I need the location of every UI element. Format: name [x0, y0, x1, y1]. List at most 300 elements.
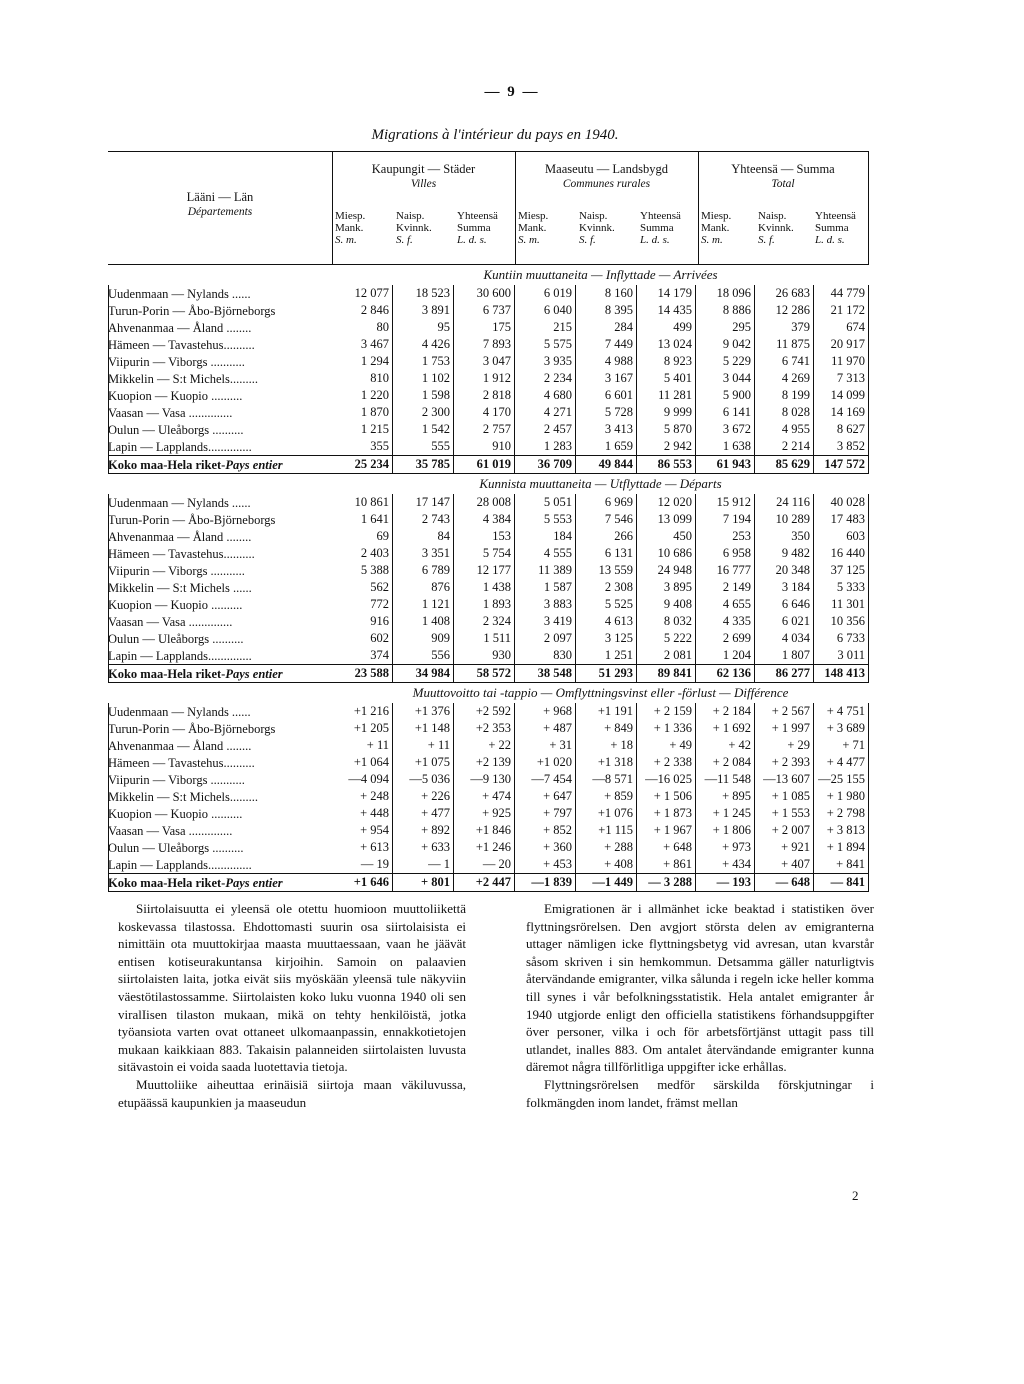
table-cell: + 248	[332, 788, 393, 805]
table-cell: 8 160	[576, 285, 637, 302]
row-label: Kuopion — Kuopio ..........	[108, 597, 243, 612]
sub-column-header: Naisp. Kvinnk. S. f.	[396, 210, 432, 246]
table-cell: + 1 806	[696, 822, 755, 839]
table-cell: + 1 245	[696, 805, 755, 822]
table-cell: 80	[332, 319, 393, 336]
table-cell: 8 032	[637, 613, 696, 630]
table-cell: 450	[637, 528, 696, 545]
table-row	[108, 720, 869, 737]
table-cell: 4 034	[755, 630, 814, 647]
text-column-swedish	[526, 900, 874, 1111]
row-label: Hämeen — Tavastehus..........	[108, 337, 255, 352]
table-cell: 23 588	[332, 665, 393, 682]
table-cell: 4 613	[576, 613, 637, 630]
table-cell: 11 970	[814, 353, 869, 370]
table-cell: 1 102	[393, 370, 454, 387]
table-cell: 2 403	[332, 545, 393, 562]
row-label: Vaasan — Vasa ..............	[108, 823, 233, 838]
table-cell: 9 999	[637, 404, 696, 421]
table-cell: + 921	[755, 839, 814, 856]
table-cell: 25 234	[332, 456, 393, 473]
table-cell: 1 220	[332, 387, 393, 404]
table-cell: + 613	[332, 839, 393, 856]
table-cell: +1 376	[393, 703, 454, 720]
table-cell: + 31	[515, 737, 576, 754]
table-cell: 184	[515, 528, 576, 545]
table-cell: 8 395	[576, 302, 637, 319]
table-cell: + 1 997	[755, 720, 814, 737]
table-cell: 3 167	[576, 370, 637, 387]
table-cell: —13 607	[755, 771, 814, 788]
table-cell: 7 194	[696, 511, 755, 528]
table-cell: —8 571	[576, 771, 637, 788]
table-row	[108, 703, 869, 720]
table-row	[108, 579, 869, 596]
table-row	[108, 494, 869, 511]
table-cell: + 895	[696, 788, 755, 805]
table-cell: + 434	[696, 856, 755, 873]
table-cell: — 841	[814, 874, 869, 891]
table-cell: 5 222	[637, 630, 696, 647]
table-cell: 18 523	[393, 285, 454, 302]
table-cell: 35 785	[393, 456, 454, 473]
table-cell: 3 883	[515, 596, 576, 613]
table-cell: 253	[696, 528, 755, 545]
table-row	[108, 438, 869, 455]
table-cell: 6 040	[515, 302, 576, 319]
sub-column-header: Miesp. Mank. S. m.	[518, 210, 549, 246]
table-cell: 1 542	[393, 421, 454, 438]
table-cell: 295	[696, 319, 755, 336]
table-cell: + 973	[696, 839, 755, 856]
table-cell: 5 229	[696, 353, 755, 370]
row-label: Oulun — Uleåborgs ..........	[108, 631, 244, 646]
table-cell: + 2 338	[637, 754, 696, 771]
table-cell: 18 096	[696, 285, 755, 302]
table-cell: 810	[332, 370, 393, 387]
table-cell: 6 969	[576, 494, 637, 511]
row-label: Uudenmaan — Nylands ......	[108, 495, 251, 510]
table-cell: 1 251	[576, 647, 637, 664]
table-row	[108, 771, 869, 788]
table-cell: 12 077	[332, 285, 393, 302]
table-cell: 6 019	[515, 285, 576, 302]
table-cell: 10 686	[637, 545, 696, 562]
group-header-total: Yhteensä — Summa Total	[731, 162, 835, 190]
table-cell: + 2 007	[755, 822, 814, 839]
table-cell: + 1 692	[696, 720, 755, 737]
table-row	[108, 285, 869, 302]
table-cell: 6 646	[755, 596, 814, 613]
table-row	[108, 856, 869, 873]
table-cell: 11 389	[515, 562, 576, 579]
table-cell: 20 917	[814, 336, 869, 353]
table-cell: + 852	[515, 822, 576, 839]
table-cell: +1 191	[576, 703, 637, 720]
table-cell: + 1 967	[637, 822, 696, 839]
table-cell: 30 600	[454, 285, 515, 302]
table-cell: 3 413	[576, 421, 637, 438]
table-cell: 1 587	[515, 579, 576, 596]
table-cell: —16 025	[637, 771, 696, 788]
table-cell: 37 125	[814, 562, 869, 579]
table-cell: — 193	[696, 874, 755, 891]
table-cell: + 1 085	[755, 788, 814, 805]
table-cell: 89 841	[637, 665, 696, 682]
table-cell: 2 743	[393, 511, 454, 528]
table-cell: 5 525	[576, 596, 637, 613]
table-cell: + 11	[393, 737, 454, 754]
table-row	[108, 613, 869, 630]
table-cell: — 1	[393, 856, 454, 873]
table-cell: — 20	[454, 856, 515, 873]
table-cell: 1 438	[454, 579, 515, 596]
table-cell: —4 094	[332, 771, 393, 788]
table-cell: 4 426	[393, 336, 454, 353]
sub-column-header: Yhteensä Summa L. d. s.	[457, 210, 498, 246]
table-row	[108, 545, 869, 562]
table-cell: —1 839	[515, 874, 576, 891]
table-cell: + 2 567	[755, 703, 814, 720]
table-cell: + 801	[393, 874, 454, 891]
table-cell: 40 028	[814, 494, 869, 511]
total-row	[108, 664, 869, 682]
table-row	[108, 353, 869, 370]
table-cell: + 3 689	[814, 720, 869, 737]
row-label: Lapin — Lapplands..............	[108, 439, 252, 454]
total-row	[108, 455, 869, 473]
table-cell: 15 912	[696, 494, 755, 511]
sub-column-header: Miesp. Mank. S. m.	[335, 210, 366, 246]
table-row	[108, 630, 869, 647]
table-row	[108, 596, 869, 613]
table-cell: + 3 813	[814, 822, 869, 839]
table-cell: — 648	[755, 874, 814, 891]
table-cell: 6 021	[755, 613, 814, 630]
table-cell: —5 036	[393, 771, 454, 788]
table-cell: 8 199	[755, 387, 814, 404]
row-label: Ahvenanmaa — Åland ........	[108, 320, 252, 335]
paragraph: Siirtolaisuutta ei yleensä ole otettu huomioon muuttoliikettä koskevassa tilastossa. Ehdottomasti suurin osa siirtolaisista ei nimittäin ota muuttokirjaa maasta muuttaessaan, vaan he jäävät entisen kotiseurakuntansa kirjoihin. Samoin on palaavien siirtolaisten laita, jotka eivät siis myöskään yleensä tule näkyviin väestötilastossamme. Siirtolaisten koko luku vuonna 1940 oli sen viralIisen tilaston mukaan, mikä on tehty henkilöistä, jotka työansiota varten ovat ottaneet ulkomaanpassin, ennakkotietojen mukaan kaikkiaan 883. Takaisin palanneiden siirtolaisten luvusta sitävastoin ei voida saada luotettavia tietoja.	[118, 901, 466, 1075]
row-label: Koko maa-Hela riket-Pays entier	[108, 457, 283, 472]
table-cell: + 1 506	[637, 788, 696, 805]
sub-column-header: Naisp. Kvinnk. S. f.	[579, 210, 615, 246]
table-cell: 49 844	[576, 456, 637, 473]
table-cell: 4 335	[696, 613, 755, 630]
table-cell: 1 893	[454, 596, 515, 613]
table-cell: 5 401	[637, 370, 696, 387]
table-cell: 2 757	[454, 421, 515, 438]
table-cell: 14 099	[814, 387, 869, 404]
table-cell: + 22	[454, 737, 515, 754]
group-header-rural: Maaseutu — Landsbygd Communes rurales	[545, 162, 668, 190]
section-heading: Kuntiin muuttaneita — Inflyttade — Arrivées	[483, 267, 718, 282]
table-cell: + 859	[576, 788, 637, 805]
table-cell: 2 300	[393, 404, 454, 421]
table-cell: 86 277	[755, 665, 814, 682]
table-cell: 556	[393, 647, 454, 664]
table-cell: 69	[332, 528, 393, 545]
table-cell: + 1 553	[755, 805, 814, 822]
departments-label: Lääni — Län	[186, 190, 254, 204]
table-cell: 916	[332, 613, 393, 630]
table-cell: 284	[576, 319, 637, 336]
page-number: — 9 —	[484, 84, 540, 100]
table-cell: 9 042	[696, 336, 755, 353]
table-cell: 7 449	[576, 336, 637, 353]
table-cell: +1 205	[332, 720, 393, 737]
table-cell: 85 629	[755, 456, 814, 473]
table-cell: 3 467	[332, 336, 393, 353]
row-label: Vaasan — Vasa ..............	[108, 405, 233, 420]
table-cell: 2 942	[637, 438, 696, 455]
table-cell: + 841	[814, 856, 869, 873]
table-cell: 86 553	[637, 456, 696, 473]
table-cell: 266	[576, 528, 637, 545]
table-cell: 9 482	[755, 545, 814, 562]
table-row	[108, 822, 869, 839]
table-cell: 12 020	[637, 494, 696, 511]
table-cell: 1 638	[696, 438, 755, 455]
table-cell: 24 948	[637, 562, 696, 579]
table-cell: 1 641	[332, 511, 393, 528]
table-cell: +1 846	[454, 822, 515, 839]
row-label: Mikkelin — S:t Michels.........	[108, 789, 258, 804]
table-cell: 674	[814, 319, 869, 336]
table-cell: 62 136	[696, 665, 755, 682]
table-cell: — 19	[332, 856, 393, 873]
table-cell: 3 184	[755, 579, 814, 596]
table-cell: 6 733	[814, 630, 869, 647]
table-cell: + 797	[515, 805, 576, 822]
table-cell: +1 216	[332, 703, 393, 720]
table-cell: + 407	[755, 856, 814, 873]
table-cell: 4 269	[755, 370, 814, 387]
sub-column-header: Yhteensä Summa L. d. s.	[815, 210, 856, 246]
table-cell: —11 548	[696, 771, 755, 788]
table-cell: + 448	[332, 805, 393, 822]
table-cell: 930	[454, 647, 515, 664]
table-cell: 2 214	[755, 438, 814, 455]
table-cell: 10 289	[755, 511, 814, 528]
table-cell: 1 598	[393, 387, 454, 404]
table-cell: 17 483	[814, 511, 869, 528]
table-cell: +1 646	[332, 874, 393, 891]
table-cell: 10 861	[332, 494, 393, 511]
table-cell: + 49	[637, 737, 696, 754]
table-cell: 8 627	[814, 421, 869, 438]
table-cell: + 1 873	[637, 805, 696, 822]
table-cell: 1 204	[696, 647, 755, 664]
table-cell: 61 019	[454, 456, 515, 473]
table-cell: + 647	[515, 788, 576, 805]
table-cell: 7 313	[814, 370, 869, 387]
table-cell: 8 923	[637, 353, 696, 370]
table-cell: +2 447	[454, 874, 515, 891]
table-title: Migrations à l'intérieur du pays en 1940.	[371, 127, 619, 143]
table-cell: 153	[454, 528, 515, 545]
table-row	[108, 805, 869, 822]
table-row	[108, 562, 869, 579]
table-cell: 21 172	[814, 302, 869, 319]
table-row	[108, 737, 869, 754]
row-label: Koko maa-Hela riket-Pays entier	[108, 875, 283, 890]
table-cell: + 2 184	[696, 703, 755, 720]
table-section	[108, 265, 869, 474]
table-cell: 38 548	[515, 665, 576, 682]
table-cell: 3 895	[637, 579, 696, 596]
table-cell: + 408	[576, 856, 637, 873]
table-cell: —9 130	[454, 771, 515, 788]
table-cell: + 892	[393, 822, 454, 839]
table-cell: 3 891	[393, 302, 454, 319]
table-cell: — 3 288	[637, 874, 696, 891]
table-cell: 14 169	[814, 404, 869, 421]
table-cell: 16 777	[696, 562, 755, 579]
table-cell: 555	[393, 438, 454, 455]
table-cell: 9 408	[637, 596, 696, 613]
row-label: Lapin — Lapplands..............	[108, 648, 252, 663]
row-label: Vaasan — Vasa ..............	[108, 614, 233, 629]
table-cell: + 861	[637, 856, 696, 873]
table-cell: 3 044	[696, 370, 755, 387]
table-cell: 1 511	[454, 630, 515, 647]
table-cell: 4 271	[515, 404, 576, 421]
table-cell: —25 155	[814, 771, 869, 788]
table-cell: —1 449	[576, 874, 637, 891]
table-cell: 6 141	[696, 404, 755, 421]
table-cell: 11 301	[814, 596, 869, 613]
table-cell: 3 047	[454, 353, 515, 370]
text-column-finnish	[118, 900, 466, 1111]
row-label: Viipurin — Viborgs ...........	[108, 772, 245, 787]
table-cell: 876	[393, 579, 454, 596]
table-cell: 17 147	[393, 494, 454, 511]
table-cell: +1 115	[576, 822, 637, 839]
table-row	[108, 788, 869, 805]
table-cell: + 4 751	[814, 703, 869, 720]
table-cell: 2 081	[637, 647, 696, 664]
table-cell: 12 177	[454, 562, 515, 579]
table-row	[108, 370, 869, 387]
table-cell: 11 281	[637, 387, 696, 404]
table-cell: 772	[332, 596, 393, 613]
row-label: Ahvenanmaa — Åland ........	[108, 529, 252, 544]
table-cell: 3 011	[814, 647, 869, 664]
table-row	[108, 754, 869, 771]
section-heading: Kunnista muuttaneita — Utflyttade — Départs	[479, 476, 722, 491]
table-cell: 910	[454, 438, 515, 455]
table-cell: 2 234	[515, 370, 576, 387]
row-label: Lapin — Lapplands..............	[108, 857, 252, 872]
table-cell: + 42	[696, 737, 755, 754]
table-header	[108, 151, 869, 265]
table-cell: 8 886	[696, 302, 755, 319]
table-cell: 14 179	[637, 285, 696, 302]
table-cell: 379	[755, 319, 814, 336]
table-row	[108, 839, 869, 856]
row-label: Kuopion — Kuopio ..........	[108, 388, 243, 403]
table-cell: + 71	[814, 737, 869, 754]
paragraph: Emigrationen är i allmänhet icke beaktad i statistiken över flyttningsrörelsen. Den avgjort största delen av emigranterna uttager nämligen icke flyttningsbetyg vid avresan, utan kvarstår såsom skriven i sin hemkommun. Detsamma gäller naturligtvis återvändande emigranter, vilka sålunda i regeln icke heller komma till synes i vår befolkningsstatistik. Hela antalet emigranter år 1940 utgjorde enligt den officiella statistikens förhandsuppgifter över personer, vilka i och för arbetsförtjänst uttagit pass till utlandet, inalles 883. Om antalet återvändande emigranter kunna däremot några tillförlitliga uppgifter icke erhållas.	[526, 901, 874, 1075]
table-cell: 13 099	[637, 511, 696, 528]
migration-table	[108, 151, 869, 892]
table-cell: 1 215	[332, 421, 393, 438]
footer-page-number: 2	[852, 1188, 859, 1203]
table-cell: 830	[515, 647, 576, 664]
row-label: Hämeen — Tavastehus..........	[108, 546, 255, 561]
table-cell: 2 324	[454, 613, 515, 630]
table-cell: 20 348	[755, 562, 814, 579]
table-cell: 1 294	[332, 353, 393, 370]
table-cell: 4 170	[454, 404, 515, 421]
table-cell: 16 440	[814, 545, 869, 562]
table-cell: 8 028	[755, 404, 814, 421]
table-cell: + 1 980	[814, 788, 869, 805]
table-cell: 5 051	[515, 494, 576, 511]
row-label: Hämeen — Tavastehus..........	[108, 755, 255, 770]
table-cell: 5 575	[515, 336, 576, 353]
row-label: Kuopion — Kuopio ..........	[108, 806, 243, 821]
table-cell: +1 075	[393, 754, 454, 771]
row-label: Koko maa-Hela riket-Pays entier	[108, 666, 283, 681]
table-cell: +2 353	[454, 720, 515, 737]
table-cell: 1 753	[393, 353, 454, 370]
table-cell: 3 419	[515, 613, 576, 630]
table-cell: 6 789	[393, 562, 454, 579]
paragraph: Flyttningsrörelsen medför särskilda förskjutningar i folkmängden inom landet, främst mellan	[526, 1076, 874, 1110]
table-cell: +2 592	[454, 703, 515, 720]
table-cell: 1 659	[576, 438, 637, 455]
table-cell: 61 943	[696, 456, 755, 473]
table-row	[108, 404, 869, 421]
table-cell: 26 683	[755, 285, 814, 302]
table-cell: 1 408	[393, 613, 454, 630]
table-cell: 5 388	[332, 562, 393, 579]
table-cell: 603	[814, 528, 869, 545]
table-cell: 44 779	[814, 285, 869, 302]
table-cell: + 11	[332, 737, 393, 754]
row-label: Uudenmaan — Nylands ......	[108, 286, 251, 301]
table-cell: 5 553	[515, 511, 576, 528]
table-cell: 5 870	[637, 421, 696, 438]
table-cell: 5 754	[454, 545, 515, 562]
table-cell: + 648	[637, 839, 696, 856]
row-label: Viipurin — Viborgs ...........	[108, 563, 245, 578]
table-cell: 2 818	[454, 387, 515, 404]
table-cell: +1 246	[454, 839, 515, 856]
table-cell: 175	[454, 319, 515, 336]
table-cell: 6 737	[454, 302, 515, 319]
table-cell: + 1 894	[814, 839, 869, 856]
table-cell: 148 413	[814, 665, 869, 682]
table-cell: 4 384	[454, 511, 515, 528]
table-cell: + 849	[576, 720, 637, 737]
table-cell: 1 912	[454, 370, 515, 387]
table-cell: +1 076	[576, 805, 637, 822]
table-cell: 147 572	[814, 456, 869, 473]
table-row	[108, 528, 869, 545]
table-cell: 95	[393, 319, 454, 336]
table-cell: 7 893	[454, 336, 515, 353]
table-cell: + 29	[755, 737, 814, 754]
table-cell: 5 900	[696, 387, 755, 404]
table-cell: 6 741	[755, 353, 814, 370]
row-label: Ahvenanmaa — Åland ........	[108, 738, 252, 753]
row-label: Turun-Porin — Åbo-Björneborgs	[108, 512, 276, 527]
row-label: Mikkelin — S:t Michels ......	[108, 580, 252, 595]
table-row	[108, 647, 869, 664]
